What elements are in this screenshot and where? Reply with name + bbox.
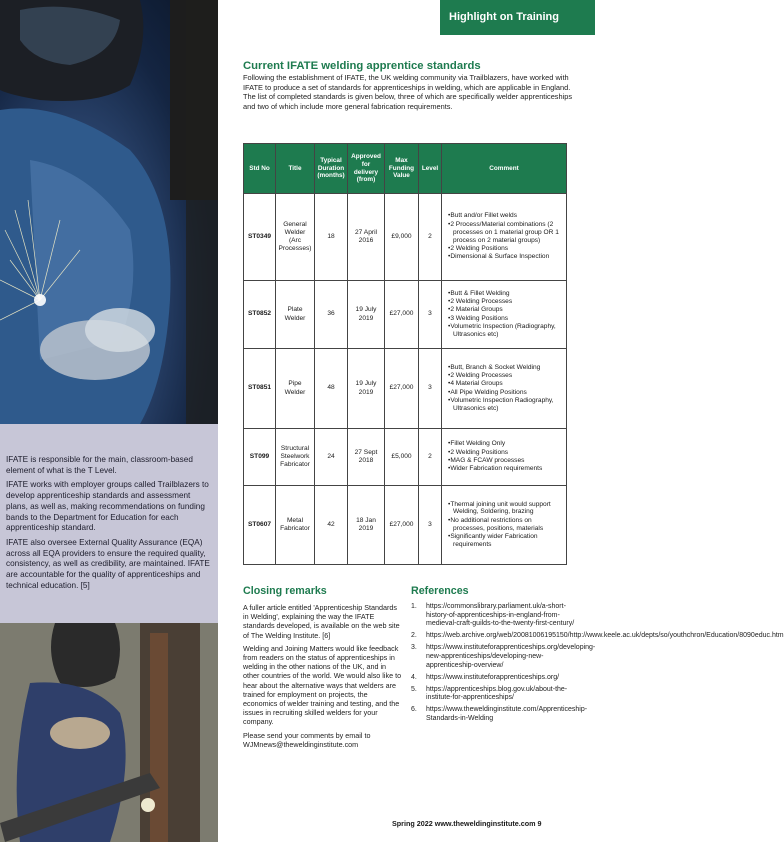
- comment-bullet: • All Pipe Welding Positions: [447, 389, 563, 397]
- closing-paragraph: A fuller article entitled 'Apprenticeship Standards in Welding', explaining the way the IFATE standards developed, is available on the web site of The Welding Institute. [6]: [243, 603, 400, 640]
- table-row: [244, 486, 567, 565]
- comment-bullet: • No additional restrictions on processes, positions, materials: [447, 517, 563, 533]
- comment-bullet: • 3 Welding Positions: [447, 315, 563, 323]
- comment-bullet: • 4 Material Groups: [447, 380, 563, 388]
- column-header: Typical Duration (months): [315, 144, 348, 194]
- comment-bullet: • Dimensional & Surface Inspection: [447, 253, 563, 261]
- reference-link[interactable]: https://www.instituteforapprenticeships.org/: [426, 673, 560, 681]
- comment-bullet: • Significantly wider Fabrication requirements: [447, 533, 563, 549]
- sidebar-text: [6, 455, 210, 595]
- level-cell: 3: [419, 349, 442, 429]
- intro-paragraph: Following the establishment of IFATE, the UK welding community via Trailblazers, have worked with IFATE to produce a set of standards for apprenticeships in welding, which are applicable in England. The list of completed standards is given below, three of which are specifically welder apprenticeships and two of which include more general fabrication requirements.: [243, 73, 573, 111]
- comment-cell: [442, 486, 567, 565]
- comment-bullet: • Volumetric Inspection Radiography, Ultrasonics etc): [447, 397, 563, 413]
- level-cell: 2: [419, 194, 442, 281]
- sidebar-paragraph: IFATE works with employer groups called Trailblazers to develop apprenticeship standards and assessment plans, as well as, making recommendations on funding bands to the Department for Education for each apprenticeship standard.: [6, 480, 209, 533]
- duration-cell: 42: [315, 486, 348, 565]
- reference-number: 1.: [411, 603, 417, 610]
- closing-remarks-section: [243, 585, 403, 753]
- references-section: [411, 585, 784, 727]
- title-cell: Pipe Welder: [276, 349, 315, 429]
- duration-cell: 18: [315, 194, 348, 281]
- funding-cell: £27,000: [385, 349, 419, 429]
- closing-paragraph: Please send your comments by email to WJMnews@theweldinginstitute.com: [243, 730, 371, 749]
- welder-photo-top: [0, 0, 218, 424]
- level-cell: 3: [419, 281, 442, 349]
- duration-cell: 48: [315, 349, 348, 429]
- welder-photo-bottom: [0, 623, 218, 842]
- comment-cell: [442, 349, 567, 429]
- comment-bullet: • Thermal joining unit would support Welding, Soldering, brazing: [447, 501, 563, 517]
- level-cell: 2: [419, 429, 442, 486]
- comment-bullet: • 2 Process/Material combinations (2 processes on 1 material group OR 1 process on 2 material groups): [447, 221, 563, 245]
- reference-item: [411, 644, 596, 670]
- comment-cell: [442, 194, 567, 281]
- column-header: Comment: [442, 144, 567, 194]
- std-no-cell: ST0851: [244, 349, 276, 429]
- column-header: Max Funding Value: [385, 144, 419, 194]
- reference-link[interactable]: https://www.instituteforapprenticeships.org/developing-new-apprenticeships/developing-new-apprenticeship-overview/: [426, 644, 596, 669]
- reference-item: [411, 603, 581, 629]
- approved-cell: 19 July 2019: [348, 349, 385, 429]
- comment-bullet: • Butt and/or Fillet welds: [447, 212, 563, 220]
- funding-cell: £5,000: [385, 429, 419, 486]
- table-row: [244, 281, 567, 349]
- standards-table: [243, 143, 567, 565]
- title-cell: General Welder (Arc Processes): [276, 194, 315, 281]
- title-cell: Structural Steelwork Fabricator: [276, 429, 315, 486]
- reference-list: [411, 603, 784, 724]
- funding-cell: £9,000: [385, 194, 419, 281]
- approved-cell: 27 Sept 2018: [348, 429, 385, 486]
- title-cell: Metal Fabricator: [276, 486, 315, 565]
- comment-bullet: • Butt, Branch & Socket Welding: [447, 364, 563, 372]
- approved-cell: 27 April 2016: [348, 194, 385, 281]
- column-header: Level: [419, 144, 442, 194]
- funding-cell: £27,000: [385, 486, 419, 565]
- section-tab: Highlight on Training: [440, 0, 595, 35]
- reference-link[interactable]: https://commonslibrary.parliament.uk/a-short-history-of-apprenticeships-in-england-from-medieval-craft-guilds-to-the-twenty-first-century/: [426, 603, 575, 628]
- comment-cell: [442, 281, 567, 349]
- approved-cell: 18 Jan 2019: [348, 486, 385, 565]
- reference-link[interactable]: https://www.theweldinginstitute.com/Apprenticeship-Standards-in-Welding: [426, 706, 588, 723]
- std-no-cell: ST0852: [244, 281, 276, 349]
- reference-number: 4.: [411, 673, 417, 681]
- reference-link[interactable]: https://web.archive.org/web/20081006195150/http://www.keele.ac.uk/depts/so/youthchron/Education/8090educ.htm: [426, 632, 784, 640]
- table-row: [244, 194, 567, 281]
- title-cell: Plate Welder: [276, 281, 315, 349]
- comment-bullet: • Volumetric Inspection (Radiography, Ultrasonics etc): [447, 323, 563, 339]
- page-footer: Spring 2022 www.theweldinginstitute.com 9: [392, 819, 542, 828]
- comment-bullet: • MAG & FCAW processes: [447, 457, 563, 465]
- comment-bullet: • 2 Welding Positions: [447, 449, 563, 457]
- column-header: Title: [276, 144, 315, 194]
- table-row: [244, 349, 567, 429]
- comment-bullet: • Wider Fabrication requirements: [447, 465, 563, 473]
- comment-bullet: • 2 Welding Positions: [447, 245, 563, 253]
- duration-cell: 24: [315, 429, 348, 486]
- article-heading: Current IFATE welding apprentice standards: [243, 60, 481, 72]
- std-no-cell: ST0349: [244, 194, 276, 281]
- sidebar-paragraph: IFATE also oversee External Quality Assurance (EQA) across all EQA providers to ensure the required quality, consistency, as well as credibility, are maintained. IFATE are accountable for the quality of apprenticeships and technical education. [5]: [6, 537, 210, 590]
- comment-bullet: • 2 Material Groups: [447, 306, 563, 314]
- closing-body: [243, 603, 403, 749]
- table-header-row: [244, 144, 567, 194]
- sidebar-paragraph: IFATE is responsible for the main, classroom-based element of what is the T Level.: [6, 455, 193, 475]
- column-header: Approved for delivery (from): [348, 144, 385, 194]
- reference-item: [411, 706, 588, 723]
- comment-cell: [442, 429, 567, 486]
- closing-heading: Closing remarks: [243, 585, 327, 597]
- comment-bullet: • Fillet Welding Only: [447, 440, 563, 448]
- comment-bullet: • 2 Welding Processes: [447, 372, 563, 380]
- table-row: [244, 429, 567, 486]
- closing-paragraph: Welding and Joining Matters would like feedback from readers on the status of apprenticeships in welding in the other nations of the UK, and in other countries of the world. We would also like to hear about the alternative ways that welders are trained for employment on projects, the economics of welder training and testing, and the issues in recruiting skilled welders for your company.: [243, 643, 402, 727]
- level-cell: 3: [419, 486, 442, 565]
- comment-bullet: • 2 Welding Processes: [447, 298, 563, 306]
- comment-bullet: • Butt & Fillet Welding: [447, 290, 563, 298]
- std-no-cell: ST099: [244, 429, 276, 486]
- reference-link[interactable]: https://apprenticeships.blog.gov.uk/about-the-institute-for-apprenticeships/: [426, 685, 568, 702]
- reference-number: 2.: [411, 632, 417, 640]
- duration-cell: 36: [315, 281, 348, 349]
- reference-item: [411, 632, 784, 641]
- reference-number: 5.: [411, 685, 417, 693]
- references-heading: References: [411, 585, 469, 597]
- left-sidebar: [0, 0, 218, 842]
- reference-number: 6.: [411, 706, 417, 714]
- reference-item: [411, 686, 581, 703]
- approved-cell: 19 July 2019: [348, 281, 385, 349]
- reference-item: [411, 674, 581, 683]
- column-header: Std No: [244, 144, 276, 194]
- reference-number: 3.: [411, 644, 417, 652]
- std-no-cell: ST0607: [244, 486, 276, 565]
- funding-cell: £27,000: [385, 281, 419, 349]
